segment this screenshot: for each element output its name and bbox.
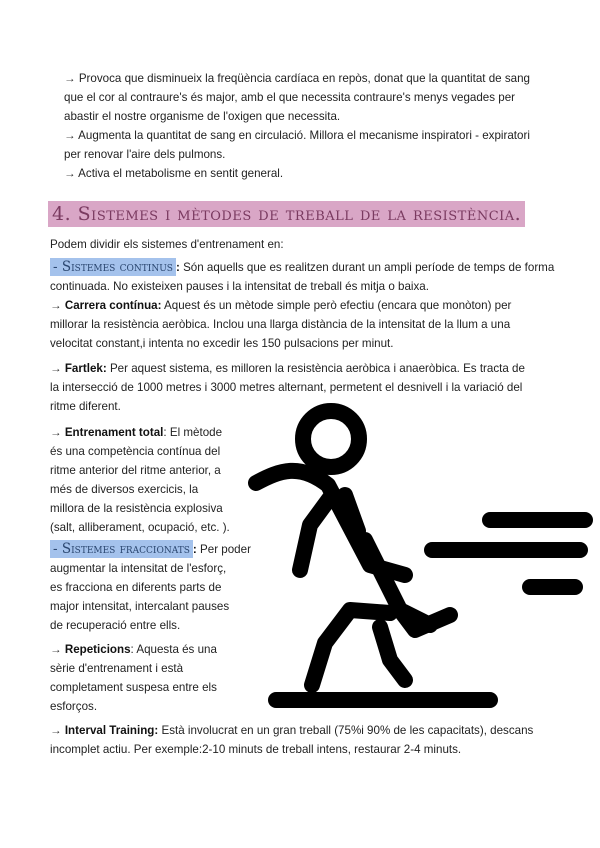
section-heading: [48, 205, 525, 226]
intro-line: que el cor al contraure's és major, amb el que necessita contraure's menys vegades per: [64, 91, 516, 104]
interval-text: Està involucrat en un gran treball (75%i 90% de les capacitats), descans: [158, 724, 534, 737]
fractioned-text: Per poder: [196, 543, 251, 556]
repeticions-first-line: [50, 640, 270, 659]
entrenament-text: millora de la resistència explosiva: [50, 502, 223, 515]
entrenament-text: és una competència contínua del: [50, 445, 221, 458]
continuous-text-2: continuada. No existeixen pauses i la intensitat de treball és mitja o baixa.: [50, 280, 429, 293]
entrenament-title: Entrenament total: [64, 426, 164, 439]
fartlek-text: Per aquest sistema, es milloren la resistència aeròbica i anaeròbica. Es tracta de: [106, 362, 525, 375]
fartlek-title: Fartlek:: [64, 362, 107, 375]
running-person-icon: [240, 395, 600, 725]
head: [303, 411, 359, 467]
fractioned-text: es fracciona en diferents parts de: [50, 581, 222, 594]
repeticions-text: completament suspesa entre els: [50, 681, 217, 694]
fartlek-first-line: [50, 359, 570, 378]
carrera-title: Carrera contínua:: [64, 299, 162, 312]
fractioned-text: augmentar la intensitat de l'esforç,: [50, 562, 227, 575]
entrenament-first-line: [50, 423, 260, 442]
arrow-glyph: →: [50, 426, 65, 439]
repeticions-text: sèrie d'entrenament i està: [50, 662, 184, 675]
arrow-glyph: →: [50, 724, 65, 737]
carrera-text: Aquest és un mètode simple però efectiu (encara que monòton) per: [161, 299, 512, 312]
entrenament-text: : El mètode: [163, 426, 223, 439]
section-heading-text: 4. Sistemes i mètodes de treball de la resistència.: [48, 201, 525, 227]
continuous-colon: :: [175, 261, 180, 274]
section-intro: Podem dividir els sistemes d'entrenament en:: [50, 238, 284, 251]
carrera-block: [50, 296, 570, 353]
continuous-text: Són aquells que es realitzen durant un ampli període de temps de forma: [179, 261, 555, 274]
fartlek-text: ritme diferent.: [50, 400, 121, 413]
leg-lower: [380, 627, 405, 680]
carrera-first-line: [50, 296, 570, 315]
entrenament-text: més de diversos exercicis, la: [50, 483, 199, 496]
fractioned-text: de recuperació entre ells.: [50, 619, 181, 632]
interval-block: [50, 721, 580, 759]
entrenament-text: ritme anterior del ritme anterior, a: [50, 464, 221, 477]
intro-block: [64, 69, 564, 183]
arrow-glyph: →: [50, 299, 65, 312]
entrenament-text: (salt, alliberament, ocupació, etc. ).: [50, 521, 230, 534]
fractioned-text: major intensitat, intercalant pauses: [50, 600, 230, 613]
repeticions-text: esforços.: [50, 700, 98, 713]
fractioned-block: [50, 540, 270, 635]
intro-line: per renovar l'aire dels pulmons.: [64, 148, 226, 161]
fractioned-first-line: [50, 540, 270, 559]
interval-title: Interval Training:: [64, 724, 159, 737]
intro-line: abastir el nostre organisme de l'oxigen que necessita.: [64, 110, 341, 123]
intro-line: → Activa el metabolisme en sentit general.: [64, 167, 284, 180]
entrenament-block: [50, 423, 260, 537]
intro-line: → Provoca que disminueix la freqüència cardíaca en repòs, donat que la quantitat de sang: [64, 72, 530, 85]
continuous-block: [50, 258, 570, 296]
carrera-text: millorar la resistència aeròbica. Inclou una llarga distància de la intensitat de la llum a una: [50, 318, 511, 331]
front-leg: [400, 610, 450, 630]
repeticions-block: [50, 640, 270, 716]
repeticions-title: Repeticions: [64, 643, 131, 656]
arrow-glyph: →: [50, 643, 65, 656]
continuous-first-line: [50, 258, 570, 277]
fartlek-text: la intersecció de 1000 metres i 3000 metres alternant, permetent el desnivell i la variació del: [50, 381, 523, 394]
interval-text: incomplet actiu. Per exemple:2-10 minuts de treball intens, restaurar 2-4 minuts.: [50, 743, 462, 756]
carrera-text: velocitat constant,i intenta no excedir les 150 pulsacions per minut.: [50, 337, 394, 350]
fractioned-label: - Sistemes fraccionats: [50, 540, 193, 558]
repeticions-text: : Aquesta és una: [130, 643, 217, 656]
fractioned-colon: :: [192, 543, 197, 556]
arrow-glyph: →: [50, 362, 65, 375]
continuous-label: - Sistemes continus: [50, 258, 176, 276]
intro-line: → Augmenta la quantitat de sang en circulació. Millora el mecanisme inspiratori - expiratori: [64, 129, 530, 142]
back-arm: [300, 495, 332, 570]
